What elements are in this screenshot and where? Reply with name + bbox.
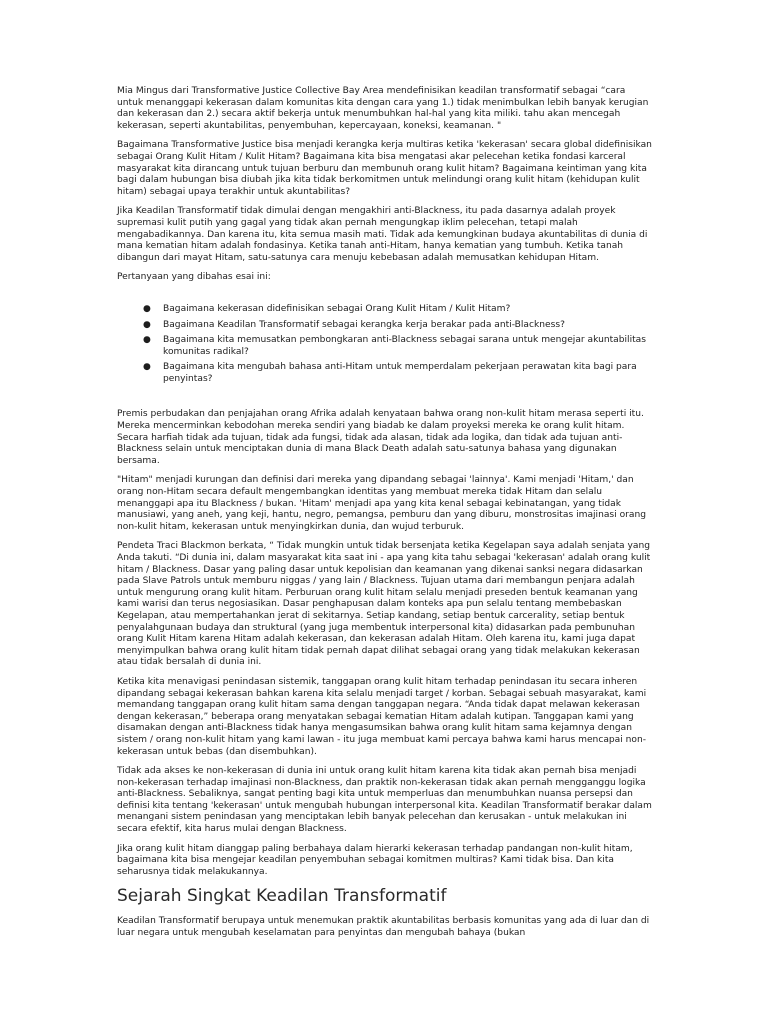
- paragraph-mia-mingus: Mia Mingus dari Transformative Justice Collective Bay Area mendefinisikan keadilan transformatif sebagai “cara untuk menanggapi kekerasan dalam komunitas kita dengan cara yang 1.) tidak menimbulkan lebih banyak kerugian dan kekerasan dan 2.) secara aktif bekerja untuk menumbuhkan hal-hal yang kita miliki. tahu akan mencegah kekerasan, seperti akuntabilitas, penyembuhan, kepercayaan, koneksi, keamanan. ": [117, 86, 649, 131]
- paragraph-hierarchy: Jika orang kulit hitam dianggap paling berbahaya dalam hierarki kekerasan terhadap pandangan non-kulit hitam, bagaimana kita bisa mengejar keadilan penyembuhan sebagai komitmen multiras? Kami tidak bisa. Dan kita seharusnya tidak melakukannya.: [117, 843, 633, 877]
- paragraph-premise: Premis perbudakan dan penjajahan orang Afrika adalah kenyataan bahwa orang non-kulit hitam merasa seperti itu. Mereka mencerminkan kebodohan mereka sendiri yang biadab ke dalam proyeksi mereka ke orang kulit hitam. Secara harfiah tidak ada tujuan, tidak ada fungsi, tidak ada alasan, tidak ada logika, dan tidak ada tujuan anti-Blackness selain untuk menciptakan dunia di mana Black Death adalah satu-satunya bahasa yang digunakan bersama.: [117, 409, 644, 466]
- bullet-icon: ●: [143, 303, 151, 314]
- question-item: [117, 320, 653, 332]
- section-heading: Sejarah Singkat Keadilan Transformatif: [117, 886, 447, 907]
- question-item: [117, 362, 653, 385]
- paragraph-multiracial-framework: Bagaimana Transformative Justice bisa menjadi kerangka kerja multiras ketika 'kekerasan' secara global didefinisikan sebagai Orang Kulit Hitam / Kulit Hitam? Bagaimana kita bisa mengatasi akar pelecehan ketika fondasi karceral masyarakat kita dirancang untuk tujuan berburu dan membunuh orang kulit hitam? Bagaimana keintiman yang kita bagi dalam hubungan bisa diubah jika kita tidak berkomitmen untuk melindungi orang kulit hitam (kehidupan kulit hitam) sebagai upaya terakhir untuk akuntabilitas?: [117, 140, 652, 197]
- paragraph-traci-blackmon: Pendeta Traci Blackmon berkata, “ Tidak mungkin untuk tidak bersenjata ketika Kegelapan saya adalah senjata yang Anda takuti. “Di dunia ini, dalam masyarakat kita saat ini - apa yang kita tahu sebagai 'kekerasan' adalah orang kulit hitam / Blackness. Dasar yang paling dasar untuk kepolisian dan keamanan yang dikenai sanksi negara didasarkan pada Slave Patrols untuk memburu niggas / yang lain / Blackness. Tujuan utama dari membangun penjara adalah untuk mengurung orang kulit hitam. Perburuan orang kulit hitam selalu menjadi preseden bentuk keamanan yang kami warisi dan terus negosiasikan. Dasar penghapusan dalam konteks apa pun selalu tentang membebaskan Kegelapan, atau mempertahankan jerat di sekitarnya. Setiap kandang, setiap bentuk carcerality, setiap bentuk penyalahgunaan budaya dan struktural (yang juga membentuk interpersonal kita) didasarkan pada pembunuhan orang Kulit Hitam karena Hitam adalah kekerasan, dan kekerasan adalah Hitam. Oleh karena itu, kami juga dapat menyimpulkan bahwa orang kulit hitam tidak pernah dapat dilihat sebagai orang yang tidak melakukan kekerasan atau tidak bersalah di dunia ini.: [117, 541, 651, 668]
- document-page: [117, 86, 653, 948]
- paragraph-non-violence: Tidak ada akses ke non-kekerasan di dunia ini untuk orang kulit hitam karena kita tidak akan pernah bisa menjadi non-kekerasan terhadap imajinasi non-Blackness, dan praktik non-kekerasan tidak akan pernah mengganggu logika anti-Blackness. Sebaliknya, sangat penting bagi kita untuk memperluas dan menumbuhkan nuansa persepsi dan definisi kita tentang 'kekerasan' untuk mengubah hubungan interpersonal kita. Keadilan Transformatif berakar dalam menangani sistem penindasan yang menciptakan lebih banyak pelecehan dan kerusakan - untuk melakukan ini secara efektif, kita harus mulai dengan Blackness.: [117, 766, 652, 835]
- paragraph-hitam-definition: "Hitam" menjadi kurungan dan definisi dari mereka yang dipandang sebagai 'lainnya'. Kami menjadi 'Hitam,' dan orang non-Hitam secara default mengembangkan identitas yang membuat mereka tidak Hitam dan selalu menanggapi apa itu Blackness / bukan. 'Hitam' menjadi apa yang kita kenal sebagai kebinatangan, yang tidak manusiawi, yang aneh, yang keji, hantu, negro, pemangsa, pemburu dan yang diburu, monstrositas imajinasi orang non-kulit hitam, kekerasan untuk menyingkirkan dunia, dan wujud terburuk.: [117, 475, 646, 532]
- bullet-icon: ●: [143, 362, 151, 373]
- question-text: Bagaimana kekerasan didefinisikan sebagai Orang Kulit Hitam / Kulit Hitam?: [163, 303, 511, 314]
- paragraph-anti-blackness: Jika Keadilan Transformatif tidak dimulai dengan mengakhiri anti-Blackness, itu pada dasarnya adalah proyek supremasi kulit putih yang gagal yang tidak akan pernah mengungkap iklim pelecehan, tetapi malah mengabadikannya. Dan karena itu, kita semua masih mati. Tidak ada kemungkinan budaya akuntabilitas di dunia di mana kematian hitam adalah fondasinya. Ketika tanah anti-Hitam, hanya kematian yang tumbuh. Ketika tanah dibangun dari mayat Hitam, satu-satunya cara menuju kebebasan adalah memusatkan kehidupan Hitam.: [117, 206, 648, 263]
- questions-list: [117, 304, 653, 386]
- question-text: Bagaimana Keadilan Transformatif sebagai kerangka kerja berakar pada anti-Blackness?: [163, 319, 565, 330]
- question-item: [117, 304, 653, 316]
- paragraph-questions-intro: Pertanyaan yang dibahas esai ini:: [117, 272, 271, 283]
- question-item: [117, 335, 653, 358]
- question-text: Bagaimana kita mengubah bahasa anti-Hitam untuk memperdalam pekerjaan perawatan kita bagi para penyintas?: [163, 362, 637, 384]
- paragraph-systemic-oppression: Ketika kita menavigasi penindasan sistemik, tanggapan orang kulit hitam terhadap penindasan itu secara inheren dipandang sebagai kekerasan bahkan karena kita selalu menjadi target / korban. Sebagai sebuah masyarakat, kami memandang tanggapan orang kulit hitam sama dengan tanggapan negara. “Anda tidak dapat melawan kekerasan dengan kekerasan,” beberapa orang menyatakan sebagai kematian Hitam adalah kutipan. Tanggapan kami yang disamakan dengan anti-Blackness tidak hanya mengasumsikan bahwa orang kulit hitam sama kejamnya dengan sistem / orang non-kulit hitam yang kami lawan - itu juga membuat kami percaya bahwa kami harus mencapai non-kekerasan untuk bebas (dan disembuhkan).: [117, 676, 647, 757]
- question-text: Bagaimana kita memusatkan pembongkaran anti-Blackness sebagai sarana untuk mengejar akuntabilitas komunitas radikal?: [163, 335, 646, 357]
- bullet-icon: ●: [143, 319, 151, 330]
- bullet-icon: ●: [143, 335, 151, 346]
- paragraph-tj-history: Keadilan Transformatif berupaya untuk menemukan praktik akuntabilitas berbasis komunitas yang ada di luar dan di luar negara untuk mengubah keselamatan para penyintas dan mengubah bahaya (bukan: [117, 916, 650, 939]
